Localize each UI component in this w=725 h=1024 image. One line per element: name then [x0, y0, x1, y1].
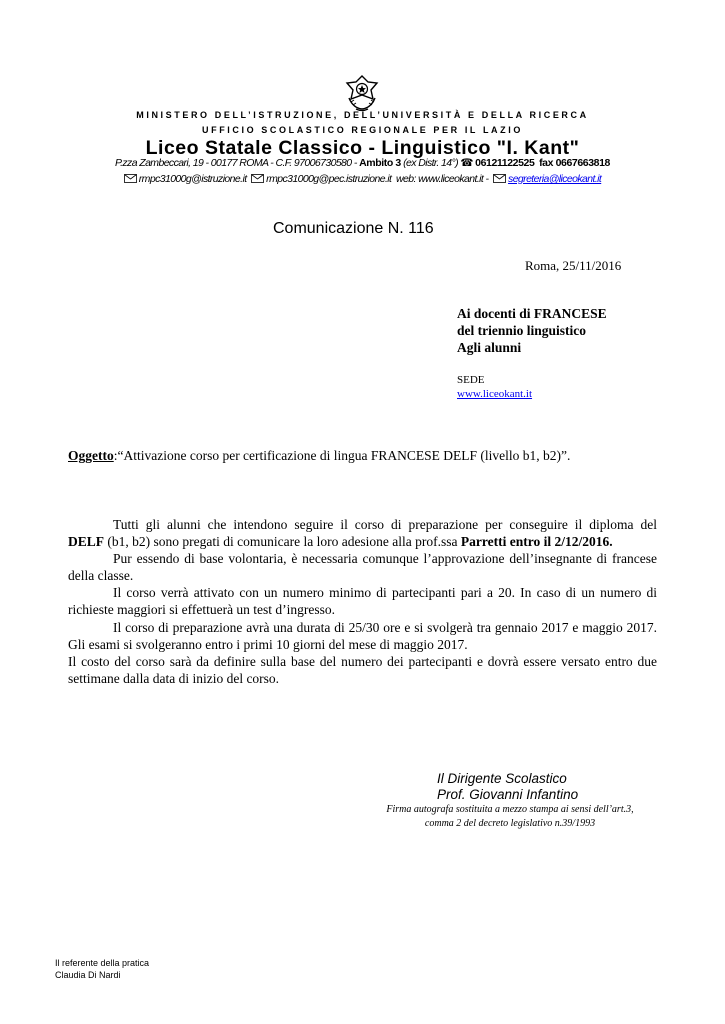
referent-name: Claudia Di Nardi	[55, 970, 121, 980]
subject-text: :“Attivazione corso per certificazione di lingua FRANCESE DELF (livello b1, b2)”.	[113, 448, 571, 463]
body-paragraph	[68, 516, 657, 533]
signature-role: Il Dirigente Scolastico	[437, 771, 567, 786]
body-bold-text: Parretti entro il 2/12/2016.	[460, 534, 613, 550]
referent-label: Il referente della pratica	[55, 958, 150, 968]
body-bold-text: DELF	[68, 534, 105, 550]
pec-address[interactable]: rmpc31000g@pec.istruzione.it	[266, 173, 392, 185]
body-text: Tutti gli alunni che intendono seguire il corso di preparazione per conseguire il diploma del	[113, 517, 657, 532]
fax-number: fax 0667663818	[539, 157, 610, 169]
subject-line	[68, 448, 570, 464]
body-paragraph: Pur essendo di base volontaria, è necessaria comunque l’approvazione dell’insegnante di francese della classe.	[68, 551, 657, 584]
phone-number: 06121122525	[475, 157, 535, 169]
body-paragraph: Il costo del corso sarà da definire sulla base del numero dei partecipanti e dovrà essere versato entro due settimane dalla data di inizio del corso.	[68, 653, 657, 686]
envelope-icon	[124, 174, 137, 183]
body-paragraph: Il corso di preparazione avrà una durata di 25/30 ore e si svolgerà tra gennaio 2017 e maggio 2017. Gli esami si svolgeranno entro i primi 10 giorni del mese di maggio 2017.	[68, 619, 657, 652]
recipient-line-3: Agli alunni	[457, 340, 522, 355]
italian-republic-emblem-icon	[344, 74, 380, 112]
school-address: P.zza Zambeccari, 19 - 00177 ROMA - C.F. 97006730580 -	[115, 157, 357, 169]
distretto: (ex Distr. 14°)	[403, 157, 459, 169]
letter-body	[68, 516, 657, 687]
recipient-line-1: Ai docenti di FRANCESE	[457, 306, 607, 321]
contact-line	[0, 173, 725, 185]
envelope-icon	[251, 174, 264, 183]
ministry-heading: MINISTERO DELL’ISTRUZIONE, DELL’UNIVERSITÀ E DELLA RICERCA	[136, 110, 589, 120]
web-label[interactable]: web: www.liceokant.it -	[396, 173, 489, 185]
email-address[interactable]: rmpc31000g@istruzione.it	[138, 173, 247, 185]
communication-title: Comunicazione N. 116	[273, 220, 434, 237]
signature-note	[350, 803, 670, 831]
address-line	[0, 157, 725, 169]
school-name: Liceo Statale Classico - Linguistico "I. Kant"	[145, 137, 580, 159]
signature-name: Prof. Giovanni Infantino	[437, 787, 579, 802]
ambito: Ambito 3	[359, 157, 401, 169]
segreteria-email-link[interactable]: segreteria@liceokant.it	[508, 173, 602, 185]
date-line: Roma, 25/11/2016	[525, 258, 622, 273]
sede-label: SEDE	[457, 374, 485, 386]
phone-icon: ☎	[460, 157, 473, 169]
website-link[interactable]: www.liceokant.it	[457, 388, 533, 400]
signature-note-line: comma 2 del decreto legislativo n.39/1993	[424, 818, 596, 829]
subject-label: Oggetto	[68, 448, 114, 463]
body-paragraph	[68, 533, 657, 550]
body-paragraph: Il corso verrà attivato con un numero minimo di partecipanti pari a 20. In caso di un numero di richieste maggiori si effettuerà un test d’ingresso.	[68, 585, 657, 618]
envelope-icon	[493, 174, 506, 183]
signature-note-line: Firma autografa sostituita a mezzo stampa ai sensi dell’art.3,	[386, 804, 634, 815]
recipient-line-2: del triennio linguistico	[457, 323, 587, 338]
body-text: (b1, b2) sono pregati di comunicare la loro adesione alla prof.ssa	[104, 534, 461, 550]
regional-office-heading: UFFICIO SCOLASTICO REGIONALE PER IL LAZIO	[202, 125, 523, 135]
